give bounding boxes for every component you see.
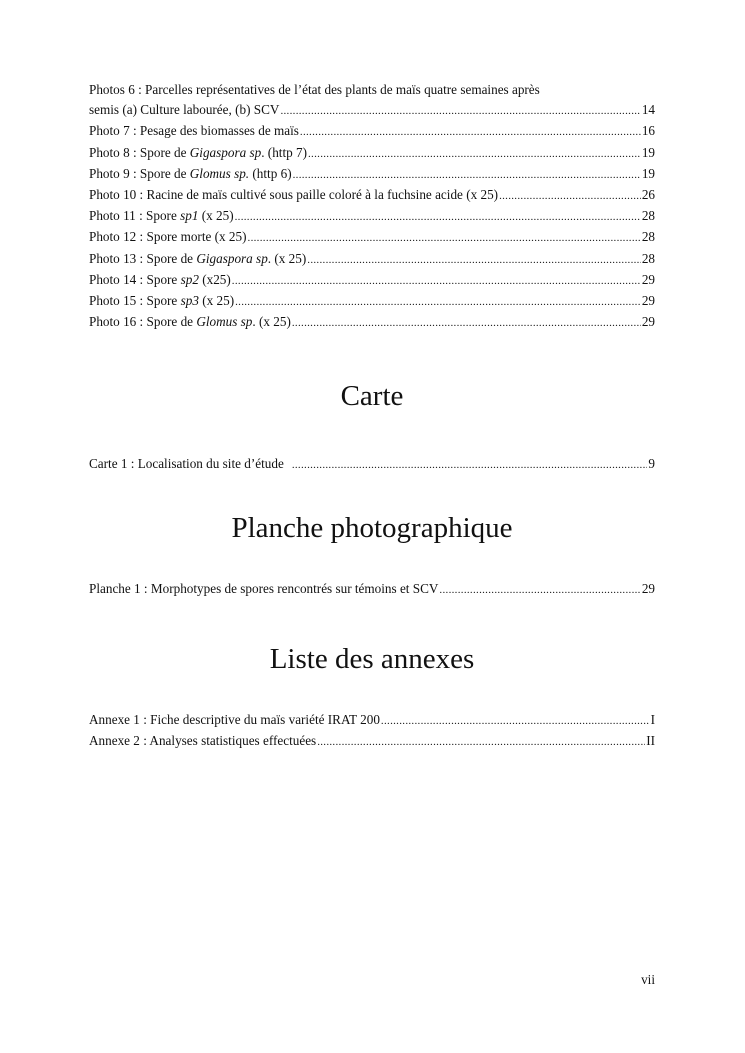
- photo-entry: [89, 185, 655, 206]
- page-number: 29: [641, 271, 655, 287]
- leader-dots: [300, 122, 641, 142]
- leader-dots: [232, 271, 641, 291]
- entry-label: [89, 312, 291, 332]
- leader-dots: [499, 186, 641, 206]
- page-number: 29: [641, 581, 655, 596]
- carte-heading: Carte: [340, 380, 404, 412]
- photo-list: [89, 80, 655, 333]
- annexe-1-entry: [89, 710, 655, 731]
- entry-label-suffix: . (x 25): [252, 314, 291, 330]
- leader-dots: [317, 732, 645, 752]
- annexe-2-entry: [89, 731, 655, 752]
- planche-heading: Planche photographique: [231, 512, 513, 544]
- page-number: 16: [641, 123, 655, 139]
- page-number: 28: [641, 229, 655, 245]
- photo-entry: [89, 312, 655, 333]
- page-number: 28: [641, 250, 655, 266]
- leader-dots: [280, 101, 640, 121]
- page-number: 19: [641, 165, 655, 181]
- photo-6-line1: Photos 6 : Parcelles représentatives de l’état des plants de maïs quatre semaines après: [89, 82, 540, 97]
- photo-entry: [89, 206, 655, 227]
- page-number: 26: [641, 187, 655, 203]
- entry-label: [89, 270, 231, 290]
- entry-label: [89, 227, 247, 247]
- entry-label: [89, 164, 292, 184]
- leader-dots: [235, 292, 641, 312]
- entry-label-suffix: (x25): [198, 271, 231, 287]
- entry-label-text: Photo 8 : Spore de: [89, 144, 190, 160]
- entry-label: [89, 291, 234, 311]
- page-number: 19: [641, 144, 655, 160]
- entry-label-suffix: . (http 7): [261, 144, 307, 160]
- taxon-name: sp2: [180, 271, 199, 287]
- entry-label-suffix: (x 25): [198, 293, 235, 309]
- entry-label-text: Photo 13 : Spore de: [89, 250, 197, 266]
- leader-dots: [439, 580, 640, 600]
- photo-6-entry: [89, 100, 655, 121]
- page-number: 9: [648, 456, 655, 471]
- entry-label: [89, 206, 234, 226]
- leader-dots: [235, 207, 641, 227]
- page-number: 29: [641, 293, 655, 309]
- page-number: 28: [641, 208, 655, 224]
- leader-dots: [292, 455, 648, 475]
- document-page: [89, 0, 655, 1053]
- entry-label-text: Photo 11 : Spore: [89, 208, 181, 224]
- taxon-name: Glomus sp: [196, 314, 253, 330]
- planche-1-entry: [89, 579, 655, 600]
- leader-dots: [307, 250, 641, 270]
- carte-1-entry: [89, 454, 655, 475]
- entry-label: [89, 185, 498, 205]
- taxon-name: Gigaspora sp: [196, 250, 268, 266]
- photo-entry: [89, 164, 655, 185]
- photo-6-line2: semis (a) Culture labourée, (b) SCV: [89, 102, 280, 118]
- page-number: II: [646, 733, 655, 749]
- entry-label: Annexe 2 : Analyses statistiques effectuées: [89, 733, 317, 749]
- entry-label-text: Photo 15 : Spore: [89, 293, 181, 309]
- leader-dots: [308, 144, 641, 164]
- annexes-list: [89, 710, 655, 752]
- taxon-name: Gigaspora sp: [189, 144, 262, 160]
- taxon-name: Glomus sp.: [189, 165, 250, 181]
- entry-label-suffix: (http 6): [249, 165, 292, 181]
- entry-label-text: Photo 7 : Pesage des biomasses de maïs: [89, 123, 299, 139]
- taxon-name: sp3: [180, 293, 199, 309]
- page-number: 29: [641, 314, 655, 330]
- entry-label-text: Photo 14 : Spore: [89, 271, 181, 287]
- entry-label-text: Photo 16 : Spore de: [89, 314, 197, 330]
- entry-label-suffix: (x 25): [198, 208, 234, 224]
- page-folio: vii: [641, 972, 655, 987]
- photo-entry: [89, 270, 655, 291]
- planche-list: [89, 579, 655, 600]
- entry-label: Planche 1 : Morphotypes de spores rencontrés sur témoins et SCV: [89, 581, 439, 596]
- entry-label-text: Photo 10 : Racine de maïs cultivé sous paille coloré à la fuchsine acide (x 25): [89, 187, 499, 203]
- leader-dots: [248, 228, 641, 248]
- page-number: I: [650, 712, 655, 727]
- entry-label: [89, 249, 306, 269]
- entry-label: [89, 121, 299, 141]
- page-number: 14: [641, 102, 655, 118]
- entry-label: Annexe 1 : Fiche descriptive du maïs variété IRAT 200: [89, 712, 380, 727]
- photo-entry: [89, 227, 655, 248]
- entry-label-text: Photo 12 : Spore morte (x 25): [89, 229, 247, 245]
- entry-label: Carte 1 : Localisation du site d’étude: [89, 456, 284, 471]
- photo-entry: [89, 121, 655, 142]
- leader-dots: [292, 313, 641, 333]
- carte-list: [89, 454, 655, 475]
- entry-label-suffix: . (x 25): [267, 250, 307, 266]
- taxon-name: sp1: [180, 208, 199, 224]
- entry-label: [89, 143, 307, 163]
- photo-entry: [89, 143, 655, 164]
- entry-label-text: Photo 9 : Spore de: [89, 165, 190, 181]
- annexes-heading: Liste des annexes: [269, 643, 475, 675]
- leader-dots: [293, 165, 641, 185]
- photo-entry: [89, 291, 655, 312]
- leader-dots: [381, 711, 650, 731]
- photo-entry: [89, 249, 655, 270]
